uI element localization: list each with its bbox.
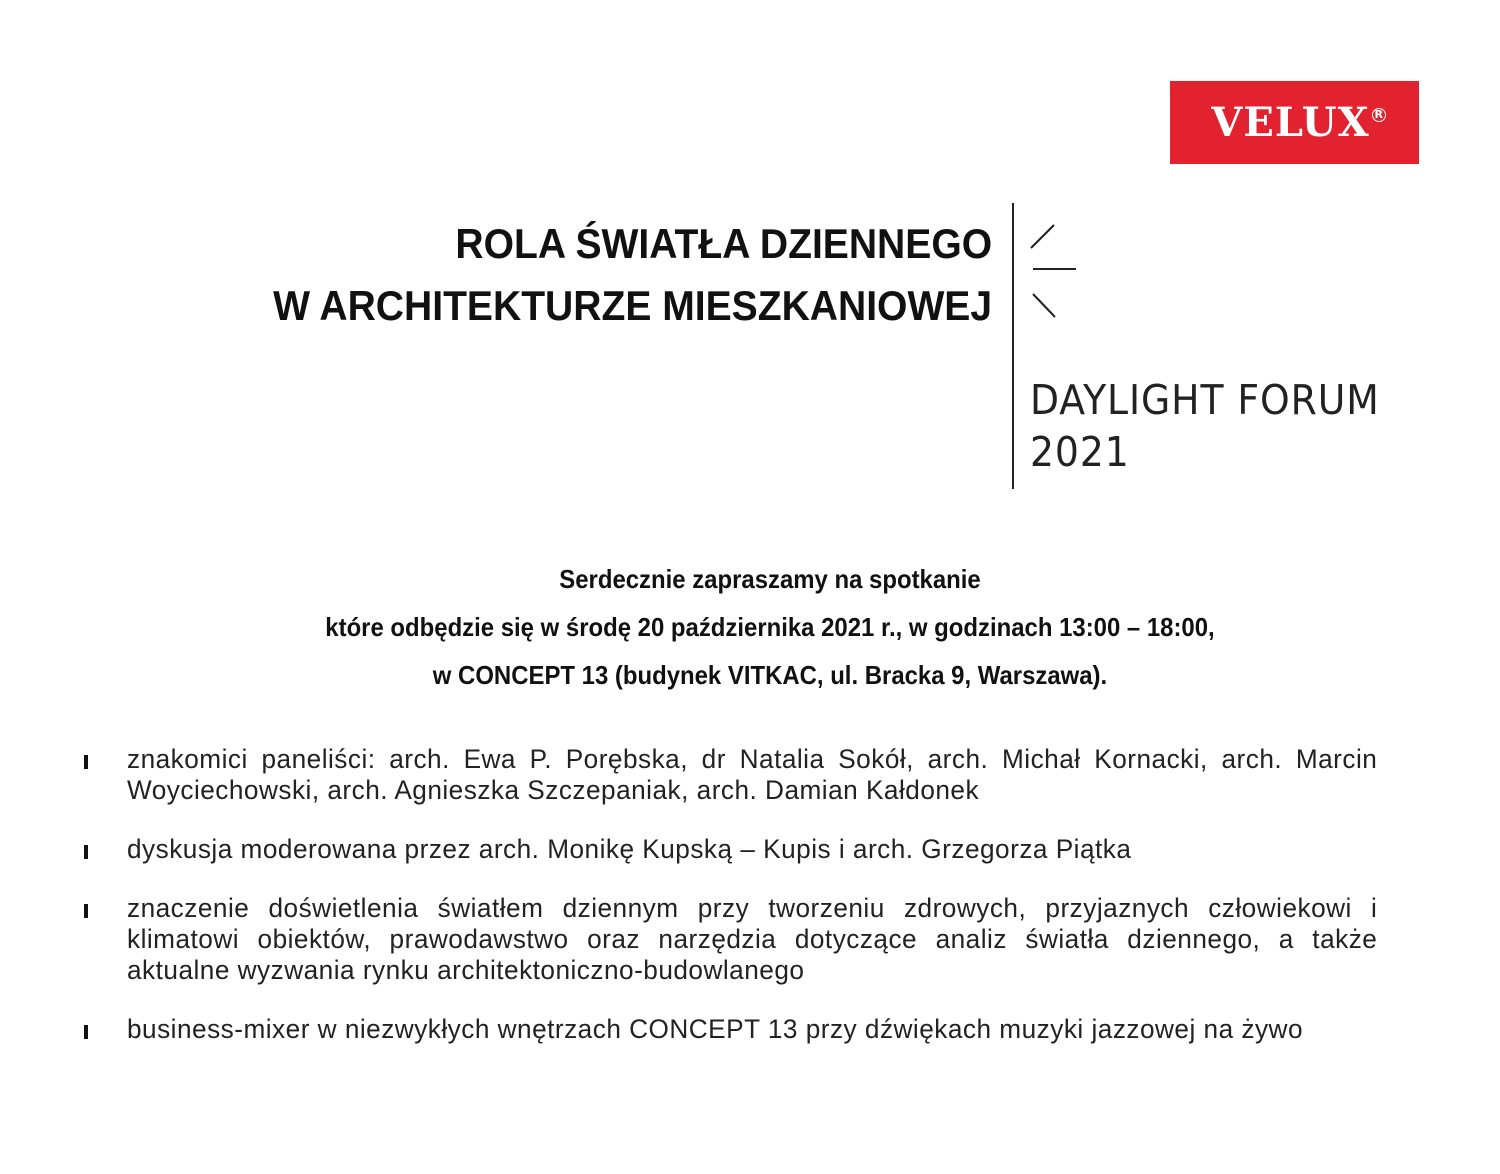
vertical-divider: [1012, 203, 1014, 489]
list-item: [84, 893, 1416, 986]
invitation-line-2: które odbędzie się w środę 20 października 2021 r., w godzinach 13:00 – 18:00,: [325, 612, 1215, 642]
list-item-text: znaczenie doświetlenia światłem dziennym przy tworzeniu zdrowych, przyjaznych człowiekowi i klimatowi obiektów, prawodawstwo oraz narzędzia dotyczące analiz światła dziennego, a także aktualne wyzwania rynku architektoniczno-budowlanego: [127, 893, 1378, 985]
title-line-1: ROLA ŚWIATŁA DZIENNEGO: [455, 220, 992, 267]
list-item: [84, 1014, 1416, 1045]
bullet-mark-icon: [84, 904, 88, 918]
bullet-mark-icon: [84, 1025, 88, 1039]
page-title: [273, 213, 992, 337]
list-item: [84, 744, 1416, 806]
list-item: [84, 834, 1416, 865]
invitation-text: [62, 555, 1479, 699]
forum-line-2: 2021: [1030, 428, 1130, 476]
invitation-line-1: Serdecznie zapraszamy na spotkanie: [559, 564, 981, 594]
bullet-mark-icon: [84, 755, 88, 769]
list-item-text: znakomici paneliści: arch. Ewa P. Porębska, dr Natalia Sokół, arch. Michał Kornacki, arch. Marcin Woyciechowski, arch. Agnieszka Szczepaniak, arch. Damian Kałdonek: [127, 744, 1378, 805]
bullet-mark-icon: [84, 845, 88, 859]
velux-logo: [1170, 81, 1419, 164]
invitation-line-3: w CONCEPT 13 (budynek VITKAC, ul. Bracka 9, Warszawa).: [432, 660, 1108, 690]
list-item-text: dyskusja moderowana przez arch. Monikę Kupską – Kupis i arch. Grzegorza Piątka: [127, 834, 1132, 864]
forum-name: [1030, 374, 1380, 478]
title-line-2: W ARCHITEKTURZE MIESZKANIOWEJ: [273, 282, 992, 329]
logo-wordmark: VELUX: [1211, 98, 1370, 146]
daylight-forum-glyph-icon: [1028, 218, 1080, 322]
agenda-list: [84, 744, 1416, 1073]
registered-mark-icon: R: [1372, 108, 1386, 122]
forum-line-1: DAYLIGHT FORUM: [1030, 376, 1380, 424]
list-item-text: business-mixer w niezwykłych wnętrzach CONCEPT 13 przy dźwiękach muzyki jazzowej na żywo: [127, 1014, 1304, 1044]
